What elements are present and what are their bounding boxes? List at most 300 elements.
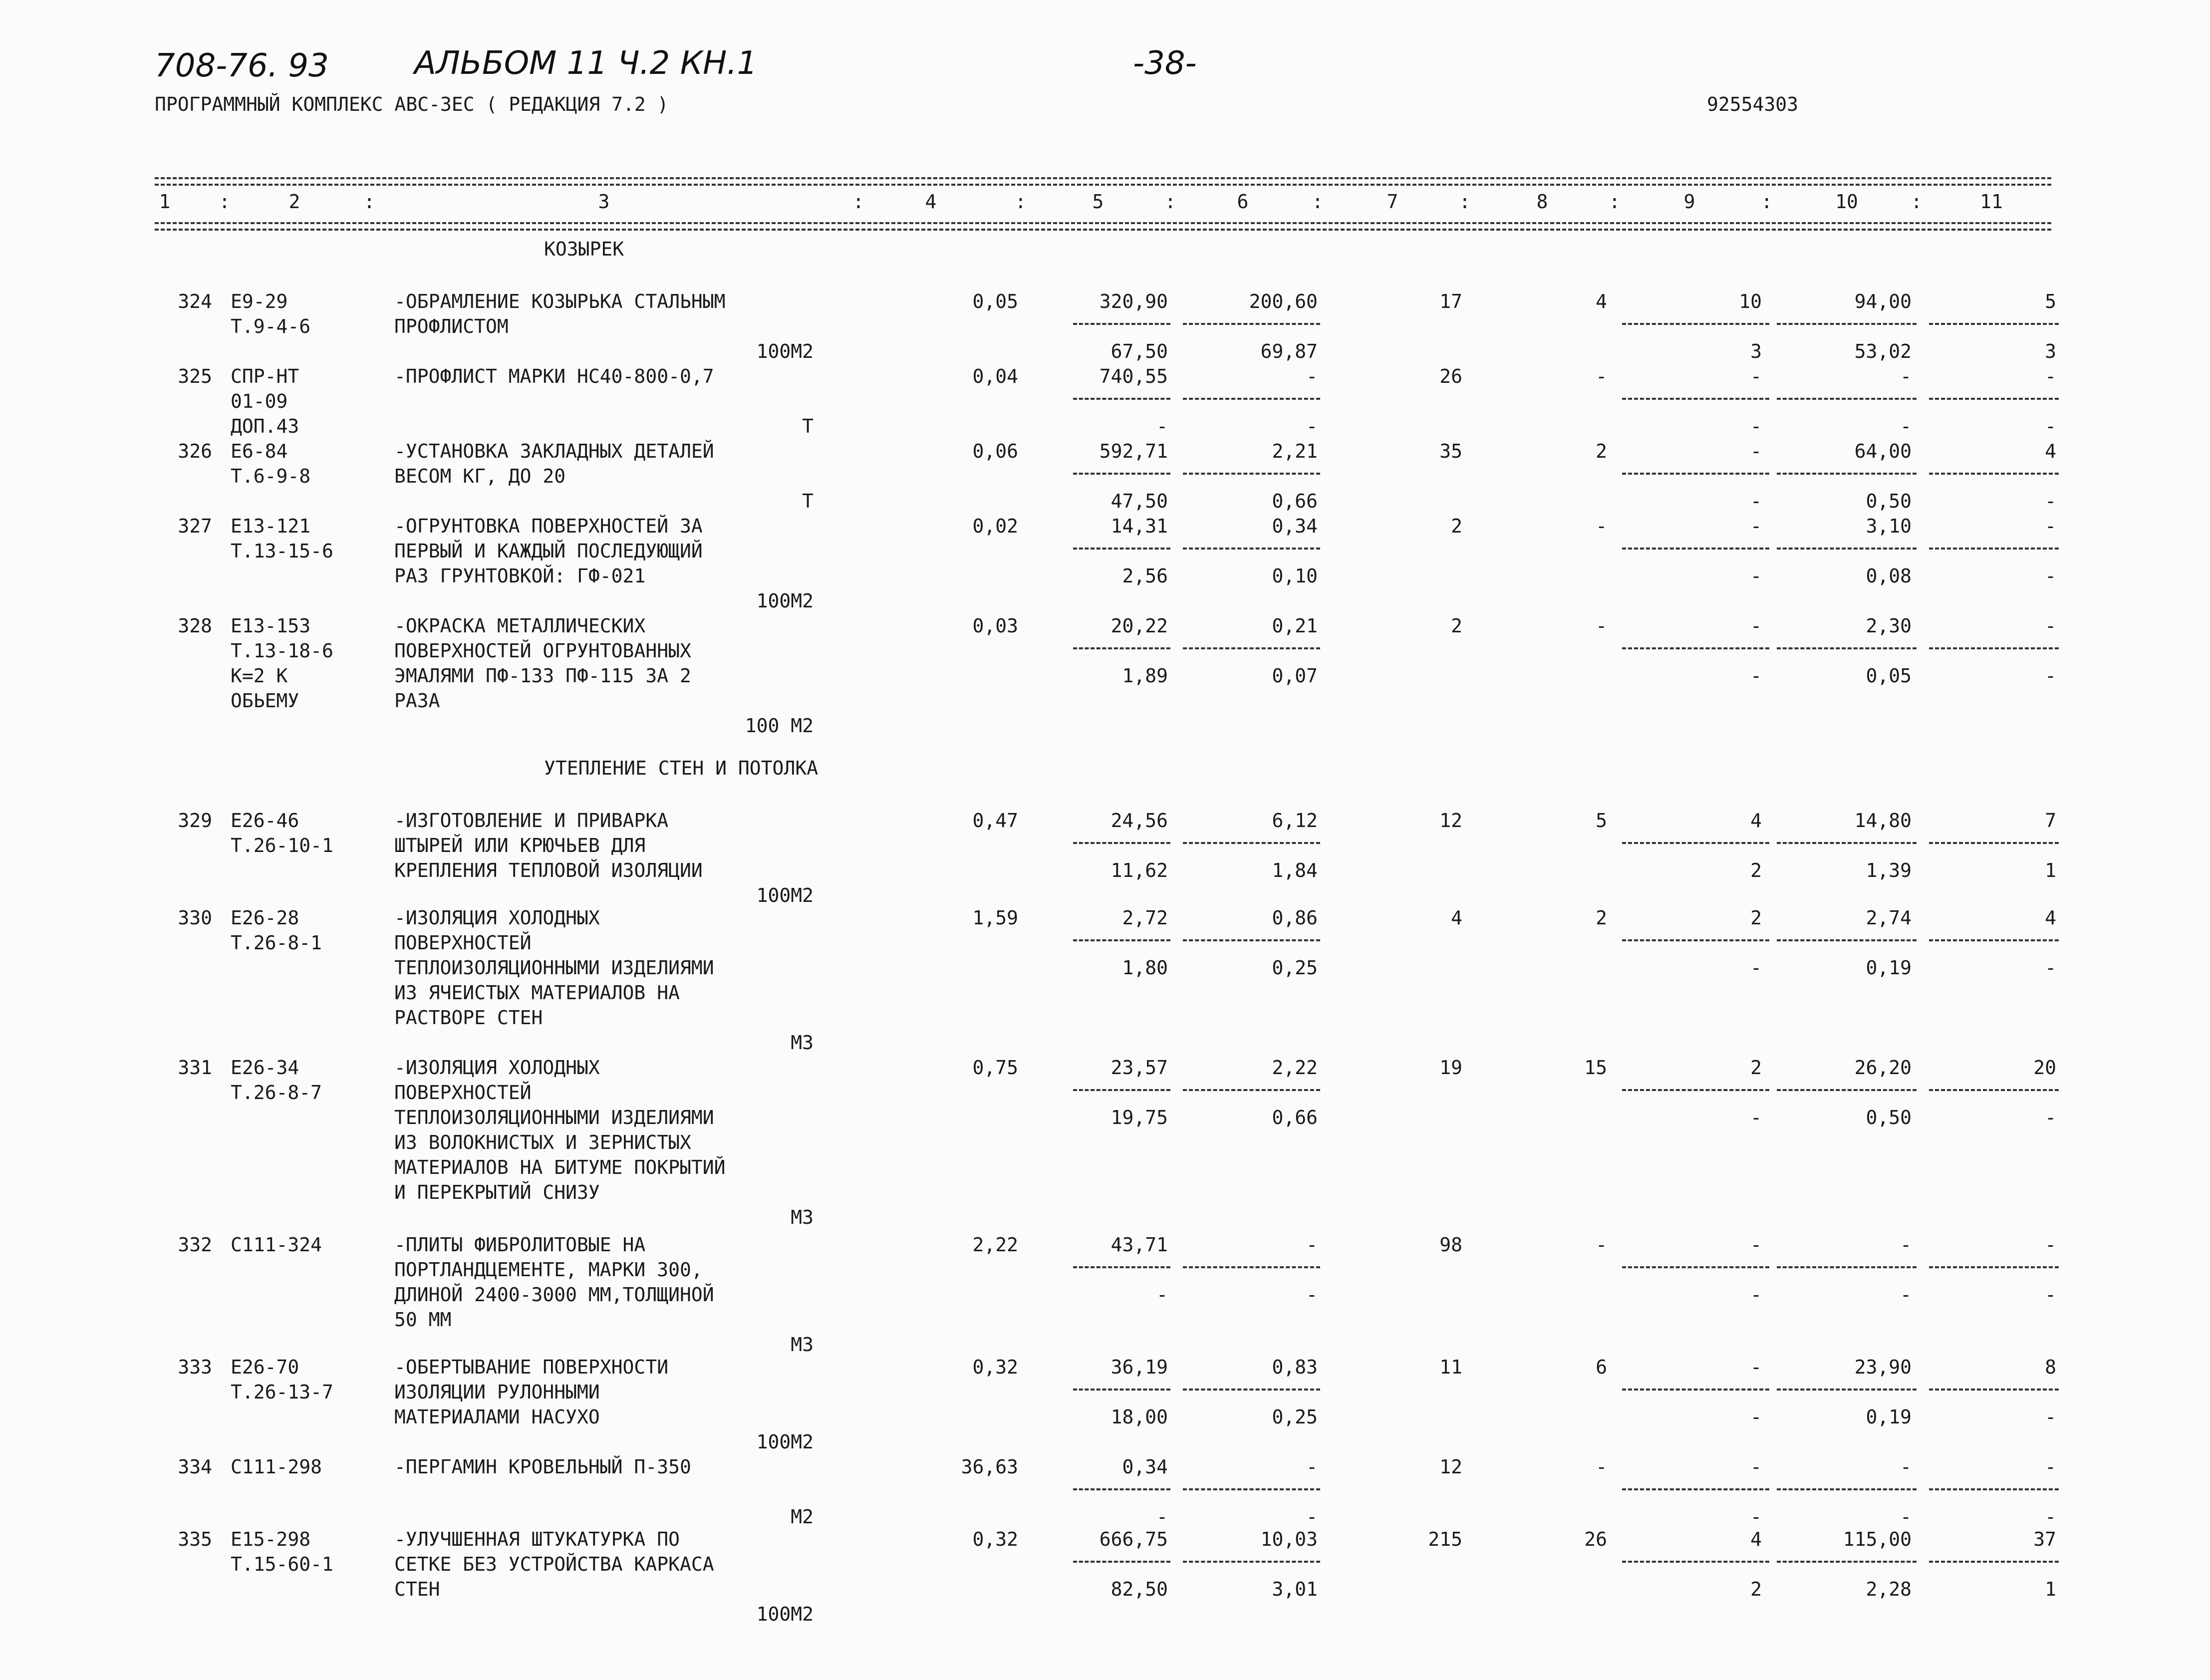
- row-unit: 100 М2: [745, 715, 814, 737]
- row-unit: 100М2: [756, 1431, 814, 1453]
- row-c10-bottom: -: [1900, 415, 1912, 437]
- row-code: Е6-84: [231, 440, 288, 462]
- row-c10-fraction-line: [1777, 548, 1917, 550]
- row-quantity: 0,03: [972, 615, 1018, 637]
- column-header-4: 4: [925, 191, 937, 213]
- row-c10-fraction-line: [1777, 842, 1917, 844]
- row-c10-bottom: -: [1900, 1506, 1912, 1528]
- row-c10-top: -: [1900, 1234, 1912, 1256]
- column-header-6: 6: [1237, 191, 1249, 213]
- row-c9-fraction-line: [1622, 1561, 1769, 1563]
- column-separator: :: [1312, 191, 1324, 213]
- row-c6-top: 200,60: [1249, 290, 1318, 312]
- row-c5-bottom: 47,50: [1110, 490, 1168, 512]
- row-c5-top: 740,55: [1099, 365, 1168, 387]
- row-c6-top: -: [1306, 1456, 1318, 1478]
- row-c10-top: 2,30: [1866, 615, 1912, 637]
- header-rule-top-2: [155, 184, 2051, 186]
- row-c10-fraction-line: [1777, 1089, 1917, 1091]
- row-c6-top: 0,34: [1272, 515, 1318, 537]
- row-c5-top: 0,34: [1122, 1456, 1168, 1478]
- row-description: ПОРТЛАНДЦЕМЕНТЕ, МАРКИ 300,: [394, 1259, 703, 1281]
- row-c11-bottom: -: [2045, 490, 2056, 512]
- row-unit: М3: [791, 1032, 814, 1054]
- row-c10-top: 115,00: [1843, 1528, 1912, 1550]
- row-c10-top: 3,10: [1866, 515, 1912, 537]
- row-code: С111-298: [231, 1456, 322, 1478]
- row-description: -ОБЕРТЫВАНИЕ ПОВЕРХНОСТИ: [394, 1356, 669, 1378]
- header-rule-bottom: [155, 222, 2051, 224]
- row-c6-top: -: [1306, 1234, 1318, 1256]
- row-description: ПЕРВЫЙ И КАЖДЫЙ ПОСЛЕДУЮЩИЙ: [394, 540, 703, 562]
- row-unit: М3: [791, 1334, 814, 1356]
- row-c9-fraction-line: [1622, 939, 1769, 941]
- row-description: -УЛУЧШЕННАЯ ШТУКАТУРКА ПО: [394, 1528, 680, 1550]
- row-c5-bottom: 11,62: [1110, 859, 1168, 881]
- row-c11-top: 4: [2045, 907, 2056, 929]
- row-c11-fraction-line: [1929, 1488, 2059, 1490]
- row-c6-bottom: -: [1306, 1506, 1318, 1528]
- row-code: ДОП.43: [231, 415, 299, 437]
- column-header-11: 11: [1980, 191, 2003, 213]
- row-c6-fraction-line: [1183, 939, 1320, 941]
- row-c11-fraction-line: [1929, 548, 2059, 550]
- row-c9-fraction-line: [1622, 548, 1769, 550]
- row-code: Е26-28: [231, 907, 299, 929]
- row-c5-fraction-line: [1073, 398, 1170, 400]
- row-c5-bottom: 2,56: [1122, 565, 1168, 587]
- row-description: -ИЗОЛЯЦИЯ ХОЛОДНЫХ: [394, 907, 600, 929]
- row-c11-top: -: [2045, 1456, 2056, 1478]
- row-description: ВЕСОМ КГ, ДО 20: [394, 465, 566, 487]
- row-c10-bottom: 53,02: [1854, 340, 1912, 362]
- row-c10-top: -: [1900, 1456, 1912, 1478]
- row-col8: -: [1596, 615, 1607, 637]
- row-unit: 100М2: [756, 1603, 814, 1625]
- row-c9-top: -: [1750, 440, 1762, 462]
- row-c6-bottom: 69,87: [1260, 340, 1318, 362]
- row-c6-fraction-line: [1183, 647, 1320, 649]
- row-code: Е15-298: [231, 1528, 311, 1550]
- row-c11-fraction-line: [1929, 398, 2059, 400]
- row-unit: Т: [802, 415, 814, 437]
- row-c9-bottom: -: [1750, 1284, 1762, 1306]
- row-col8: -: [1596, 365, 1607, 387]
- row-description: -ОБРАМЛЕНИЕ КОЗЫРЬКА СТАЛЬНЫМ: [394, 290, 726, 312]
- row-c11-bottom: -: [2045, 415, 2056, 437]
- row-c6-fraction-line: [1183, 398, 1320, 400]
- row-unit: 100М2: [756, 884, 814, 906]
- row-c9-bottom: -: [1750, 665, 1762, 687]
- row-description: ШТЫРЕЙ ИЛИ КРЮЧЬЕВ ДЛЯ: [394, 835, 646, 856]
- row-c9-top: -: [1750, 1234, 1762, 1256]
- row-c9-fraction-line: [1622, 1389, 1769, 1391]
- row-c5-top: 36,19: [1110, 1356, 1168, 1378]
- column-separator: :: [1459, 191, 1471, 213]
- row-col8: 26: [1584, 1528, 1607, 1550]
- row-c6-fraction-line: [1183, 1488, 1320, 1490]
- row-c11-top: 4: [2045, 440, 2056, 462]
- row-c10-fraction-line: [1777, 647, 1917, 649]
- row-c11-top: 20: [2033, 1057, 2056, 1079]
- row-quantity: 36,63: [961, 1456, 1018, 1478]
- row-c6-fraction-line: [1183, 1389, 1320, 1391]
- row-c9-fraction-line: [1622, 1266, 1769, 1268]
- column-header-3: 3: [598, 191, 610, 213]
- row-unit: М3: [791, 1206, 814, 1228]
- row-c11-fraction-line: [1929, 939, 2059, 941]
- row-code: Т.26-10-1: [231, 835, 333, 856]
- page-number: -38-: [1133, 45, 1197, 82]
- row-c10-bottom: 1,39: [1866, 859, 1912, 881]
- row-description: ТЕПЛОИЗОЛЯЦИОННЫМИ ИЗДЕЛИЯМИ: [394, 1107, 714, 1128]
- row-c11-bottom: 1: [2045, 1578, 2056, 1600]
- row-description: РАЗ ГРУНТОВКОЙ: ГФ-021: [394, 565, 646, 587]
- column-separator: :: [1609, 191, 1621, 213]
- row-c6-fraction-line: [1183, 1089, 1320, 1091]
- row-c6-top: 0,83: [1272, 1356, 1318, 1378]
- row-c11-top: -: [2045, 615, 2056, 637]
- row-c9-top: -: [1750, 365, 1762, 387]
- row-description: ПОВЕРХНОСТЕЙ: [394, 932, 532, 954]
- row-c10-fraction-line: [1777, 1389, 1917, 1391]
- row-c10-fraction-line: [1777, 1266, 1917, 1268]
- row-c5-bottom: 82,50: [1110, 1578, 1168, 1600]
- row-description: СТЕН: [394, 1578, 440, 1600]
- code-number: 92554303: [1707, 93, 1799, 115]
- row-number: 333: [178, 1356, 212, 1378]
- row-c5-top: 666,75: [1099, 1528, 1168, 1550]
- row-c9-bottom: 2: [1750, 859, 1762, 881]
- row-description: -ПЛИТЫ ФИБРОЛИТОВЫЕ НА: [394, 1234, 646, 1256]
- row-c11-bottom: 1: [2045, 859, 2056, 881]
- row-c6-fraction-line: [1183, 548, 1320, 550]
- row-number: 327: [178, 515, 212, 537]
- row-code: Е26-34: [231, 1057, 299, 1079]
- column-separator: :: [363, 191, 375, 213]
- row-c10-fraction-line: [1777, 323, 1917, 325]
- row-c6-top: -: [1306, 365, 1318, 387]
- row-col7: 2: [1451, 515, 1462, 537]
- row-description: РАЗА: [394, 690, 440, 712]
- row-c6-top: 6,12: [1272, 810, 1318, 832]
- row-description: ПРОФЛИСТОМ: [394, 315, 509, 337]
- row-c9-top: 10: [1739, 290, 1762, 312]
- row-c5-fraction-line: [1073, 548, 1170, 550]
- row-c9-fraction-line: [1622, 1488, 1769, 1490]
- row-code: Е26-46: [231, 810, 299, 832]
- row-c5-fraction-line: [1073, 647, 1170, 649]
- header-rule-top: [155, 177, 2051, 179]
- row-c5-bottom: 18,00: [1110, 1406, 1168, 1428]
- row-c10-bottom: 0,19: [1866, 1406, 1912, 1428]
- row-c9-bottom: -: [1750, 565, 1762, 587]
- row-c6-top: 0,21: [1272, 615, 1318, 637]
- row-quantity: 0,47: [972, 810, 1018, 832]
- row-description: ИЗ ЯЧЕИСТЫХ МАТЕРИАЛОВ НА: [394, 982, 680, 1004]
- row-c9-bottom: -: [1750, 415, 1762, 437]
- row-c5-top: 24,56: [1110, 810, 1168, 832]
- row-c11-fraction-line: [1929, 1089, 2059, 1091]
- section-title: КОЗЫРЕК: [544, 238, 624, 260]
- row-quantity: 0,04: [972, 365, 1018, 387]
- row-c10-fraction-line: [1777, 939, 1917, 941]
- row-c9-bottom: -: [1750, 957, 1762, 979]
- row-code: Т.13-18-6: [231, 640, 333, 662]
- row-c9-fraction-line: [1622, 842, 1769, 844]
- row-quantity: 0,32: [972, 1528, 1018, 1550]
- row-c5-top: 43,71: [1110, 1234, 1168, 1256]
- row-col8: 2: [1596, 440, 1607, 462]
- row-c11-top: 8: [2045, 1356, 2056, 1378]
- row-c5-bottom: -: [1156, 1506, 1168, 1528]
- section-title: УТЕПЛЕНИЕ СТЕН И ПОТОЛКА: [544, 757, 819, 779]
- row-col7: 98: [1439, 1234, 1462, 1256]
- row-c9-fraction-line: [1622, 323, 1769, 325]
- row-quantity: 1,59: [972, 907, 1018, 929]
- column-separator: :: [219, 191, 231, 213]
- row-c11-top: 37: [2033, 1528, 2056, 1550]
- row-description: МАТЕРИАЛАМИ НАСУХО: [394, 1406, 600, 1428]
- row-c9-top: -: [1750, 1356, 1762, 1378]
- row-c6-bottom: 0,66: [1272, 1107, 1318, 1128]
- row-c9-top: 2: [1750, 907, 1762, 929]
- row-col8: 4: [1596, 290, 1607, 312]
- row-number: 326: [178, 440, 212, 462]
- row-c11-bottom: -: [2045, 957, 2056, 979]
- row-c10-top: 26,20: [1854, 1057, 1912, 1079]
- row-c11-top: -: [2045, 515, 2056, 537]
- row-c9-bottom: -: [1750, 1406, 1762, 1428]
- column-separator: :: [1761, 191, 1773, 213]
- row-c5-bottom: -: [1156, 1284, 1168, 1306]
- row-c6-bottom: 0,07: [1272, 665, 1318, 687]
- row-description: -УСТАНОВКА ЗАКЛАДНЫХ ДЕТАЛЕЙ: [394, 440, 714, 462]
- row-description: -ОГРУНТОВКА ПОВЕРХНОСТЕЙ ЗА: [394, 515, 703, 537]
- row-c6-fraction-line: [1183, 323, 1320, 325]
- row-description: ИЗОЛЯЦИИ РУЛОННЫМИ: [394, 1381, 600, 1403]
- row-c10-top: 94,00: [1854, 290, 1912, 312]
- row-c11-bottom: -: [2045, 1506, 2056, 1528]
- row-c10-top: 2,74: [1866, 907, 1912, 929]
- row-c6-fraction-line: [1183, 1561, 1320, 1563]
- row-c5-fraction-line: [1073, 1389, 1170, 1391]
- row-c5-fraction-line: [1073, 1089, 1170, 1091]
- row-c9-bottom: 2: [1750, 1578, 1762, 1600]
- row-c9-top: 2: [1750, 1057, 1762, 1079]
- row-col7: 26: [1439, 365, 1462, 387]
- row-c5-fraction-line: [1073, 323, 1170, 325]
- column-header-7: 7: [1386, 191, 1398, 213]
- row-c6-bottom: 0,10: [1272, 565, 1318, 587]
- row-code: Е26-70: [231, 1356, 299, 1378]
- row-c10-top: -: [1900, 365, 1912, 387]
- row-c9-bottom: -: [1750, 1506, 1762, 1528]
- row-c5-bottom: 1,80: [1122, 957, 1168, 979]
- row-c11-fraction-line: [1929, 323, 2059, 325]
- row-col7: 17: [1439, 290, 1462, 312]
- row-c11-top: -: [2045, 1234, 2056, 1256]
- row-description: ТЕПЛОИЗОЛЯЦИОННЫМИ ИЗДЕЛИЯМИ: [394, 957, 714, 979]
- row-c10-bottom: 0,05: [1866, 665, 1912, 687]
- row-c9-top: -: [1750, 615, 1762, 637]
- column-header-5: 5: [1092, 191, 1104, 213]
- column-separator: :: [1015, 191, 1027, 213]
- row-description: СЕТКЕ БЕЗ УСТРОЙСТВА КАРКАСА: [394, 1553, 714, 1575]
- row-description: 50 ММ: [394, 1309, 452, 1331]
- row-code: Е13-153: [231, 615, 311, 637]
- row-c5-bottom: 1,89: [1122, 665, 1168, 687]
- row-c11-fraction-line: [1929, 1389, 2059, 1391]
- row-code: 01-09: [231, 390, 288, 412]
- row-c6-bottom: 1,84: [1272, 859, 1318, 881]
- row-description: ДЛИНОЙ 2400-3000 ММ,ТОЛЩИНОЙ: [394, 1284, 714, 1306]
- row-description: РАСТВОРЕ СТЕН: [394, 1007, 543, 1029]
- row-unit: М2: [791, 1506, 814, 1528]
- row-c5-top: 592,71: [1099, 440, 1168, 462]
- row-unit: 100М2: [756, 340, 814, 362]
- row-c10-bottom: 2,28: [1866, 1578, 1912, 1600]
- row-number: 325: [178, 365, 212, 387]
- row-col7: 215: [1428, 1528, 1462, 1550]
- row-description: КРЕПЛЕНИЯ ТЕПЛОВОЙ ИЗОЛЯЦИИ: [394, 859, 703, 881]
- row-description: -ИЗГОТОВЛЕНИЕ И ПРИВАРКА: [394, 810, 669, 832]
- row-quantity: 0,75: [972, 1057, 1018, 1079]
- row-quantity: 0,02: [972, 515, 1018, 537]
- row-c11-fraction-line: [1929, 473, 2059, 475]
- row-c5-fraction-line: [1073, 842, 1170, 844]
- row-col8: 15: [1584, 1057, 1607, 1079]
- row-c11-top: 7: [2045, 810, 2056, 832]
- row-c10-top: 23,90: [1854, 1356, 1912, 1378]
- row-c9-bottom: 3: [1750, 340, 1762, 362]
- row-c6-bottom: -: [1306, 415, 1318, 437]
- row-col8: 5: [1596, 810, 1607, 832]
- column-header-8: 8: [1536, 191, 1548, 213]
- row-c10-bottom: -: [1900, 1284, 1912, 1306]
- row-c9-fraction-line: [1622, 1089, 1769, 1091]
- doc-code: 708-76. 93: [155, 47, 329, 84]
- row-quantity: 0,06: [972, 440, 1018, 462]
- row-c5-fraction-line: [1073, 1488, 1170, 1490]
- row-unit: Т: [802, 490, 814, 512]
- row-number: 328: [178, 615, 212, 637]
- row-c6-bottom: 0,25: [1272, 957, 1318, 979]
- row-c6-fraction-line: [1183, 473, 1320, 475]
- row-c5-fraction-line: [1073, 473, 1170, 475]
- row-col7: 35: [1439, 440, 1462, 462]
- row-c6-bottom: 0,66: [1272, 490, 1318, 512]
- row-code: Т.26-8-1: [231, 932, 322, 954]
- row-c6-top: 0,86: [1272, 907, 1318, 929]
- row-c11-bottom: 3: [2045, 340, 2056, 362]
- row-col8: -: [1596, 1456, 1607, 1478]
- row-c5-bottom: -: [1156, 415, 1168, 437]
- row-col7: 2: [1451, 615, 1462, 637]
- row-c6-top: 10,03: [1260, 1528, 1318, 1550]
- row-c9-fraction-line: [1622, 647, 1769, 649]
- row-number: 335: [178, 1528, 212, 1550]
- row-c6-top: 2,21: [1272, 440, 1318, 462]
- row-c9-top: 4: [1750, 1528, 1762, 1550]
- row-code: Т.13-15-6: [231, 540, 333, 562]
- row-c9-fraction-line: [1622, 398, 1769, 400]
- row-c10-top: 14,80: [1854, 810, 1912, 832]
- row-quantity: 2,22: [972, 1234, 1018, 1256]
- row-c5-top: 14,31: [1110, 515, 1168, 537]
- row-c10-bottom: 0,08: [1866, 565, 1912, 587]
- row-c11-top: -: [2045, 365, 2056, 387]
- row-code: СПР-НТ: [231, 365, 299, 387]
- row-c9-bottom: -: [1750, 490, 1762, 512]
- row-description: И ПЕРЕКРЫТИЙ СНИЗУ: [394, 1181, 600, 1203]
- column-header-9: 9: [1683, 191, 1695, 213]
- row-number: 330: [178, 907, 212, 929]
- row-c11-bottom: -: [2045, 1107, 2056, 1128]
- row-number: 332: [178, 1234, 212, 1256]
- album-label: АЛЬБОМ 11 Ч.2 КН.1: [414, 45, 758, 82]
- row-c10-fraction-line: [1777, 398, 1917, 400]
- row-description: МАТЕРИАЛОВ НА БИТУМЕ ПОКРЫТИЙ: [394, 1156, 726, 1178]
- row-c5-top: 2,72: [1122, 907, 1168, 929]
- row-unit: 100М2: [756, 590, 814, 612]
- row-description: -ПЕРГАМИН КРОВЕЛЬНЫЙ П-350: [394, 1456, 691, 1478]
- row-description: ЭМАЛЯМИ ПФ-133 ПФ-115 ЗА 2: [394, 665, 691, 687]
- row-number: 331: [178, 1057, 212, 1079]
- row-c5-fraction-line: [1073, 1561, 1170, 1563]
- row-c11-bottom: -: [2045, 1284, 2056, 1306]
- row-c6-fraction-line: [1183, 842, 1320, 844]
- row-c5-bottom: 19,75: [1110, 1107, 1168, 1128]
- row-number: 324: [178, 290, 212, 312]
- row-c5-top: 20,22: [1110, 615, 1168, 637]
- row-c9-top: 4: [1750, 810, 1762, 832]
- row-description: -ПРОФЛИСТ МАРКИ НС40-800-0,7: [394, 365, 714, 387]
- row-c5-top: 23,57: [1110, 1057, 1168, 1079]
- row-code: Т.26-8-7: [231, 1082, 322, 1104]
- row-col8: 2: [1596, 907, 1607, 929]
- row-c11-bottom: -: [2045, 565, 2056, 587]
- row-col8: -: [1596, 515, 1607, 537]
- row-c11-fraction-line: [1929, 1561, 2059, 1563]
- row-code: ОБЬЕМУ: [231, 690, 299, 712]
- row-code: Т.26-13-7: [231, 1381, 333, 1403]
- header-rule-bottom-2: [155, 229, 2051, 231]
- column-header-10: 10: [1835, 191, 1858, 213]
- row-code: Е13-121: [231, 515, 311, 537]
- row-c6-top: 2,22: [1272, 1057, 1318, 1079]
- column-separator: :: [1164, 191, 1176, 213]
- row-description: ИЗ ВОЛОКНИСТЫХ И ЗЕРНИСТЫХ: [394, 1131, 691, 1153]
- row-c5-bottom: 67,50: [1110, 340, 1168, 362]
- row-col8: 6: [1596, 1356, 1607, 1378]
- row-quantity: 0,32: [972, 1356, 1018, 1378]
- row-c11-fraction-line: [1929, 1266, 2059, 1268]
- column-separator: :: [1911, 191, 1923, 213]
- row-c5-fraction-line: [1073, 1266, 1170, 1268]
- row-c5-fraction-line: [1073, 939, 1170, 941]
- row-c10-fraction-line: [1777, 1561, 1917, 1563]
- row-description: -ИЗОЛЯЦИЯ ХОЛОДНЫХ: [394, 1057, 600, 1079]
- program-label: ПРОГРАММНЫЙ КОМПЛЕКС АВС-ЗЕС ( РЕДАКЦИЯ 7.2 ): [155, 93, 669, 115]
- row-col7: 11: [1439, 1356, 1462, 1378]
- row-code: К=2 К: [231, 665, 288, 687]
- row-c11-top: 5: [2045, 290, 2056, 312]
- row-code: С111-324: [231, 1234, 322, 1256]
- column-header-2: 2: [288, 191, 300, 213]
- row-number: 334: [178, 1456, 212, 1478]
- column-header-1: 1: [159, 191, 171, 213]
